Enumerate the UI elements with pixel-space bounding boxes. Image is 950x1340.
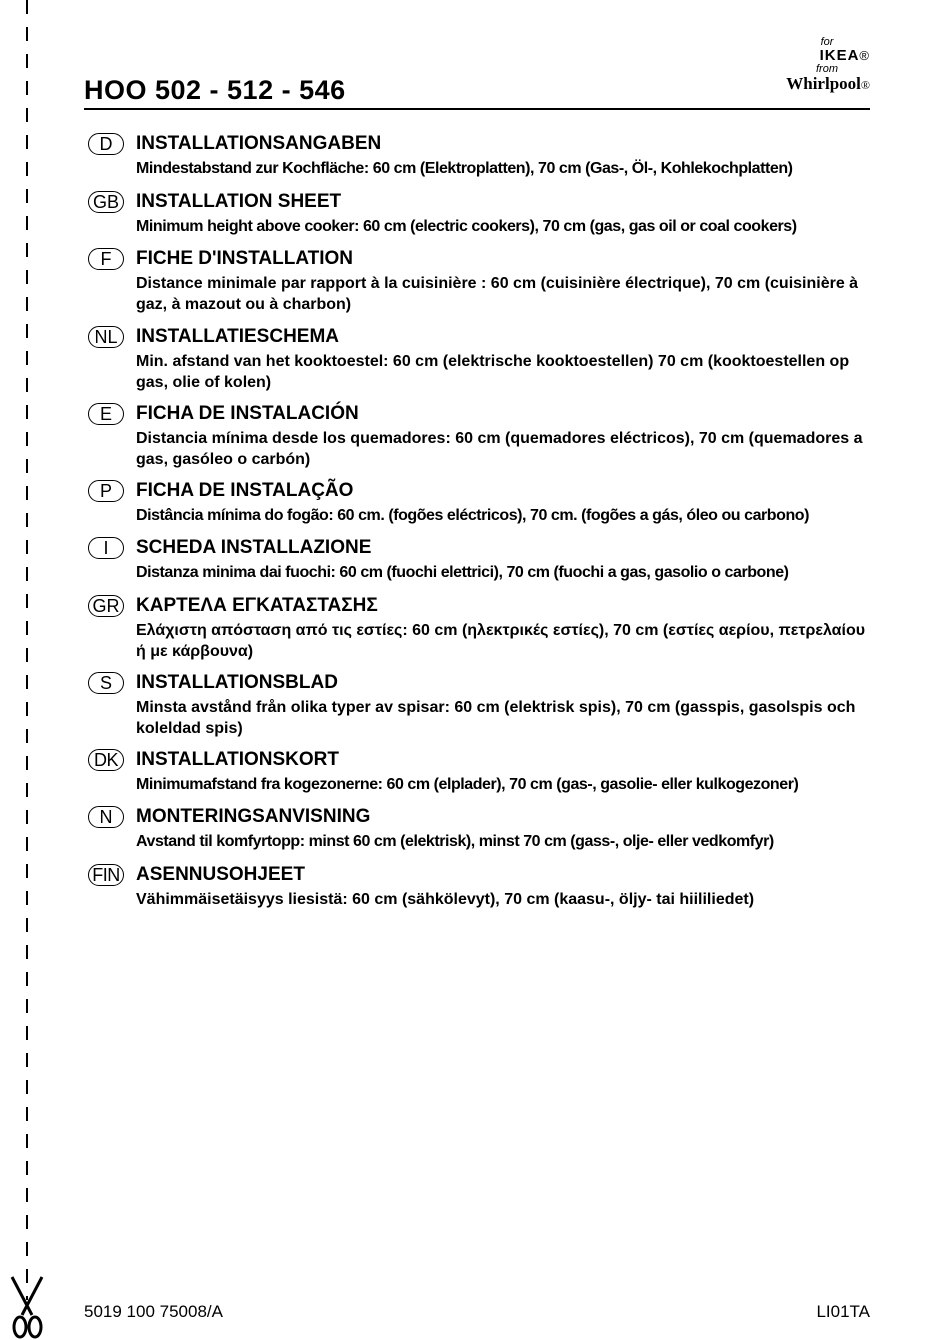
ikea-logo: [760, 48, 870, 63]
document-code: LI01TA: [816, 1302, 870, 1321]
section-text: Minimum height above cooker: 60 cm (electric cookers), 70 cm (gas, gas oil or coal cookers): [136, 218, 797, 235]
whirlpool-logo: [760, 75, 870, 94]
section-text: Min. afstand van het kooktoestel: 60 cm (elektrische kooktoestellen) 70 cm (kooktoestellen op gas, olie of kolen): [136, 353, 850, 391]
part-number: 5019 100 75008/A: [84, 1302, 223, 1321]
header: [84, 36, 870, 110]
language-badge: GR: [88, 595, 124, 617]
language-badge: N: [88, 806, 124, 828]
section-text: Vähimmäisetäisyys liesistä: 60 cm (sähkölevyt), 70 cm (kaasu-, öljy- tai hiililiedet): [136, 891, 755, 908]
language-badge: DK: [88, 749, 124, 771]
section-text: Distância mínima do fogão: 60 cm. (fogões eléctricos), 70 cm. (fogões a gás, óleo ou carbono): [136, 507, 809, 524]
section-title: ΚΑΡΤΕΛΑ ΕΓΚΑΤΑΣΤΑΣΗΣ: [136, 595, 378, 616]
language-badge: GB: [88, 191, 124, 213]
section-text: Minimumafstand fra kogezonerne: 60 cm (elplader), 70 cm (gas-, gasolie- eller kulkogezoner): [136, 776, 799, 793]
section-text: Ελάχιστη απόσταση από τις εστίες: 60 cm (ηλεκτρικές εστίες), 70 cm (εστίες αερίου, πετρελαίου ή με κάρβουνα): [136, 622, 866, 660]
section-text: Distance minimale par rapport à la cuisinière : 60 cm (cuisinière électrique), 70 cm (cuisinière à gaz, à mazout ou à charbon): [136, 275, 859, 313]
brand-for: for: [820, 36, 834, 48]
section-title: INSTALLATIONSBLAD: [136, 672, 338, 693]
section-title: SCHEDA INSTALLAZIONE: [136, 537, 372, 558]
section-title: INSTALLATIONSANGABEN: [136, 133, 382, 154]
language-badge: I: [88, 537, 124, 559]
section-title: FICHA DE INSTALACIÓN: [136, 403, 359, 424]
section-text: Avstand til komfyrtopp: minst 60 cm (elektrisk), minst 70 cm (gass-, olje- eller vedkomfyr): [136, 833, 774, 850]
section-text: Distancia mínima desde los quemadores: 60 cm (quemadores eléctricos), 70 cm (quemadores a gas, gasóleo o carbón): [136, 430, 863, 468]
language-badge: NL: [88, 326, 124, 348]
section-title: INSTALLATIONSKORT: [136, 749, 339, 770]
section-text: Minsta avstånd från olika typer av spisar: 60 cm (elektrisk spis), 70 cm (gasspis, gasolspis och koleldad spis): [136, 699, 856, 737]
scissors-icon: [8, 1275, 46, 1340]
section-title: ASENNUSOHJEET: [136, 864, 305, 885]
language-badge: E: [88, 403, 124, 425]
model-title: HOO 502 - 512 - 546: [84, 75, 346, 105]
ikea-registered: ®: [859, 48, 870, 63]
brand-logo: [760, 36, 870, 94]
section-text: Distanza minima dai fuochi: 60 cm (fuochi elettrici), 70 cm (fuochi a gas, gasolio o carbone): [136, 564, 789, 581]
section-title: INSTALLATIESCHEMA: [136, 326, 340, 347]
section-title: INSTALLATION SHEET: [136, 191, 342, 212]
section-title: FICHA DE INSTALAÇÃO: [136, 480, 354, 501]
language-badge: S: [88, 672, 124, 694]
language-badge: D: [88, 133, 124, 155]
brand-from: from: [816, 63, 838, 75]
language-badge: P: [88, 480, 124, 502]
whirlpool-registered: ®: [860, 78, 870, 92]
section-title: MONTERINGSANVISNING: [136, 806, 371, 827]
cut-line: [26, 0, 28, 1300]
section-text: Mindestabstand zur Kochfläche: 60 cm (Elektroplatten), 70 cm (Gas-, Öl-, Kohlekochplatten): [136, 160, 793, 177]
language-badge: FIN: [88, 864, 124, 886]
section-title: FICHE D'INSTALLATION: [136, 248, 354, 269]
ikea-name: IKEA: [819, 47, 860, 64]
language-badge: F: [88, 248, 124, 270]
whirlpool-name: Whirlpool: [786, 74, 861, 93]
